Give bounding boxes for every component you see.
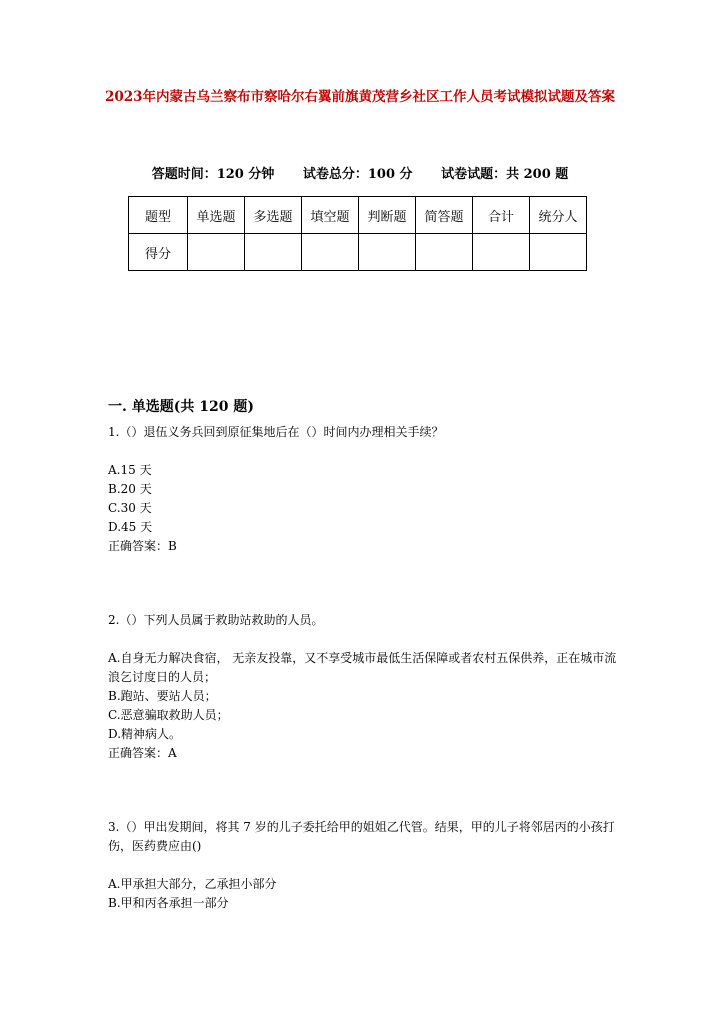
score-table	[128, 196, 587, 271]
question-2	[108, 611, 628, 763]
score-table-score-row	[129, 234, 587, 271]
question-option: C.30 天	[108, 501, 152, 515]
header-cell: 多选题	[245, 197, 302, 234]
question-stem: 1.（）退伍义务兵回到原征集地后在（）时间内办理相关手续？	[108, 425, 444, 439]
exam-question-count: 试卷试题：共 200 题	[441, 167, 569, 182]
score-cell	[245, 234, 302, 271]
score-cell	[188, 234, 245, 271]
score-cell	[530, 234, 587, 271]
question-answer: 正确答案：A	[108, 746, 177, 760]
question-answer: 正确答案：B	[108, 539, 177, 553]
question-3	[108, 818, 628, 913]
header-cell: 单选题	[188, 197, 245, 234]
question-option: D.45 天	[108, 520, 153, 534]
question-option: A.自身无力解决食宿， 无亲友投靠，又不享受城市最低生活保障或者农村五保供养，正在城市流浪乞讨度日的人员；	[108, 651, 617, 684]
question-option: C.恶意骗取救助人员；	[108, 708, 229, 722]
question-option: B.甲和丙各承担一部分	[108, 896, 229, 910]
score-cell	[302, 234, 359, 271]
score-cell	[473, 234, 530, 271]
question-option: A.甲承担大部分，乙承担小部分	[108, 877, 277, 891]
header-cell: 判断题	[359, 197, 416, 234]
question-1	[108, 423, 628, 556]
header-cell: 题型	[129, 197, 188, 234]
question-option: D.精神病人。	[108, 727, 182, 741]
question-option: B.20 天	[108, 482, 152, 496]
document-title: 2023年内蒙古乌兰察布市察哈尔右翼前旗黄茂营乡社区工作人员考试模拟试题及答案	[104, 89, 616, 105]
header-cell: 简答题	[416, 197, 473, 234]
header-cell: 填空题	[302, 197, 359, 234]
score-table-header-row	[129, 197, 587, 234]
question-option: B.跑站、要站人员；	[108, 689, 217, 703]
header-cell: 统分人	[530, 197, 587, 234]
header-cell: 合计	[473, 197, 530, 234]
exam-meta	[0, 163, 720, 182]
exam-time: 答题时间：120 分钟	[151, 167, 275, 182]
question-stem: 3.（）甲出发期间，将其 7 岁的儿子委托给甲的姐姐乙代管。结果，甲的儿子将邻居丙的小孩打伤，医药费应由()	[108, 820, 615, 853]
row-label-cell: 得分	[129, 234, 188, 271]
exam-total-score: 试卷总分：100 分	[302, 167, 413, 182]
score-cell	[416, 234, 473, 271]
score-cell	[359, 234, 416, 271]
question-stem: 2.（）下列人员属于救助站救助的人员。	[108, 613, 324, 627]
question-option: A.15 天	[108, 463, 152, 477]
section-title: 一. 单选题(共 120 题)	[108, 399, 254, 415]
